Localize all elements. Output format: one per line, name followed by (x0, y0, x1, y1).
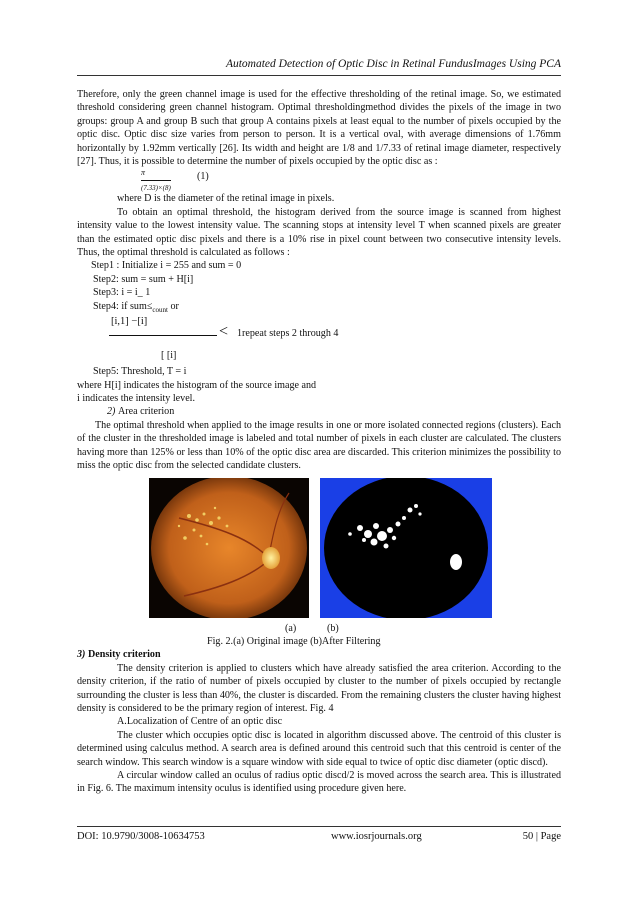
figure-2 (77, 478, 561, 620)
step-1: Step1 : Initialize i = 255 and sum = 0 (91, 260, 242, 272)
filtered-illustration (320, 478, 492, 618)
caption-b: (b) (327, 623, 339, 635)
paragraph-oculus: A circular window called an oculus of radius optic discd/2 is moved across the search area. This is illustrated in Fig. 6. The maximum intensity oculus is identified using procedure given here. (77, 770, 561, 795)
step-4-fraction (77, 317, 561, 365)
equation-fraction (141, 166, 171, 195)
fraction-denominator: [ [i] (161, 350, 177, 362)
paragraph-area-criterion: The optimal threshold when applied to the image results in one or more isolated connected regions (clusters). Each of the cluster in the thresholded image is labeled and total number of pixels in each cluster are calculated. The clusters having more than 125% or less than 10% of the optic disc area are discarded. This criterion minimizes the possibility to miss the optic disc from the selected candidate clusters. (77, 419, 561, 471)
section-a-heading: A.Localization of Centre of an optic disc (117, 716, 283, 728)
fraction-less-than: < (219, 323, 229, 341)
section-2-number: 2) (107, 406, 116, 418)
paragraph-optimal-threshold: To obtain an optimal threshold, the histogram derived from the source image is scanned from highest intensity value to the lowest intensity value. The scanning stops at intensity level T when scanned pixels are greater than the estimated optic disc pixels and there is a 10% rise in pixel count between two consecutive intensity levels. Thus, the optimal threshold is calculated as follows : (77, 206, 561, 259)
step-3: Step3: i = i_ 1 (93, 287, 151, 299)
step-4-or: or (167, 300, 179, 312)
step-4 (77, 300, 561, 317)
paragraph-density-criterion: The density criterion is applied to clusters which have already satisfied the area criterion. According to the density criterion, if the ratio of number of pixels occupied by cluster to the number of pixels occupied by rectangle surrounding the cluster is less than 40%, the cluster is discarded. From the remaining clusters the cluster having highest density is considered to be the primary region of interest. Fig. 4 (77, 662, 561, 714)
step-2: Step2: sum = sum + H[i] (93, 273, 194, 285)
header-rule (77, 75, 561, 76)
footer-page: 50 | Page (522, 831, 561, 842)
section-3-number: 3) (77, 649, 86, 661)
section-3-heading (77, 648, 561, 661)
filtered-image (320, 478, 492, 618)
equation-numerator: π (141, 168, 146, 178)
step-4-count: count (152, 305, 168, 314)
fundus-illustration (149, 478, 309, 618)
where-h-line-2: i indicates the intensity level. (77, 392, 196, 404)
page-body (77, 88, 561, 796)
footer-rule (77, 826, 561, 827)
running-header: Automated Detection of Optic Disc in Retinal FundusImages Using PCA (225, 58, 561, 70)
section-3-title: Density criterion (87, 649, 161, 661)
where-d-text: where D is the diameter of the retinal image in pixels. (117, 193, 335, 205)
step-5: Step5: Threshold, T = i (93, 366, 187, 378)
step-4-leq: ≤ (146, 300, 153, 312)
fraction-numerator: [i,1] −[i] (111, 316, 148, 328)
section-2-title: Area criterion (117, 406, 175, 418)
fraction-repeat-text: 1repeat steps 2 through 4 (237, 328, 339, 340)
footer-doi: DOI: 10.9790/3008-10634753 (77, 831, 205, 842)
paragraph-threshold-intro: Therefore, only the green channel image is used for the effective thresholding of the retinal image. So, we estimated threshold considering green channel histogram. Optimal thresholdingmethod divides the pixels of the image in two groups: group A and group B such that group A contains pixels at least equal to the number of pixels occupied by the optic disc. Optic disc size varies from person to person. It is a vertical oval, with average dimensions of 1.76mm horizontally by 1.92mm vertically [26]. Its width and height are 1/8 and 1/7.33 of retinal image diameter, respectively [27]. Thus, it is possible to determine the number of pixels occupied by the optic disc as : (77, 89, 561, 168)
paragraph-centre-localization: The cluster which occupies optic disc is located in algorithm discussed above. The centroid of this cluster is determined using calculus method. A search area is defined around this centroid such that this centroid is center of the search window. This search window is a square window with side equal to twice of optic disc diameter (optic discd). (77, 729, 561, 768)
where-h-line-1: where H[i] indicates the histogram of the source image and (77, 379, 317, 391)
section-2-heading (77, 405, 561, 418)
original-fundus-image (149, 478, 309, 618)
equation-label: (1) (197, 171, 209, 183)
footer-site: www.iosrjournals.org (331, 831, 422, 842)
figure-caption: Fig. 2.(a) Original image (b)After Filtering (207, 636, 381, 648)
fraction-bar (109, 335, 217, 336)
step-4-text: Step4: if sum (93, 300, 147, 312)
caption-a: (a) (285, 623, 297, 635)
figure-captions (77, 620, 561, 648)
equation-denominator: (7.33)×(8) (141, 180, 171, 195)
equation-1 (77, 168, 561, 198)
